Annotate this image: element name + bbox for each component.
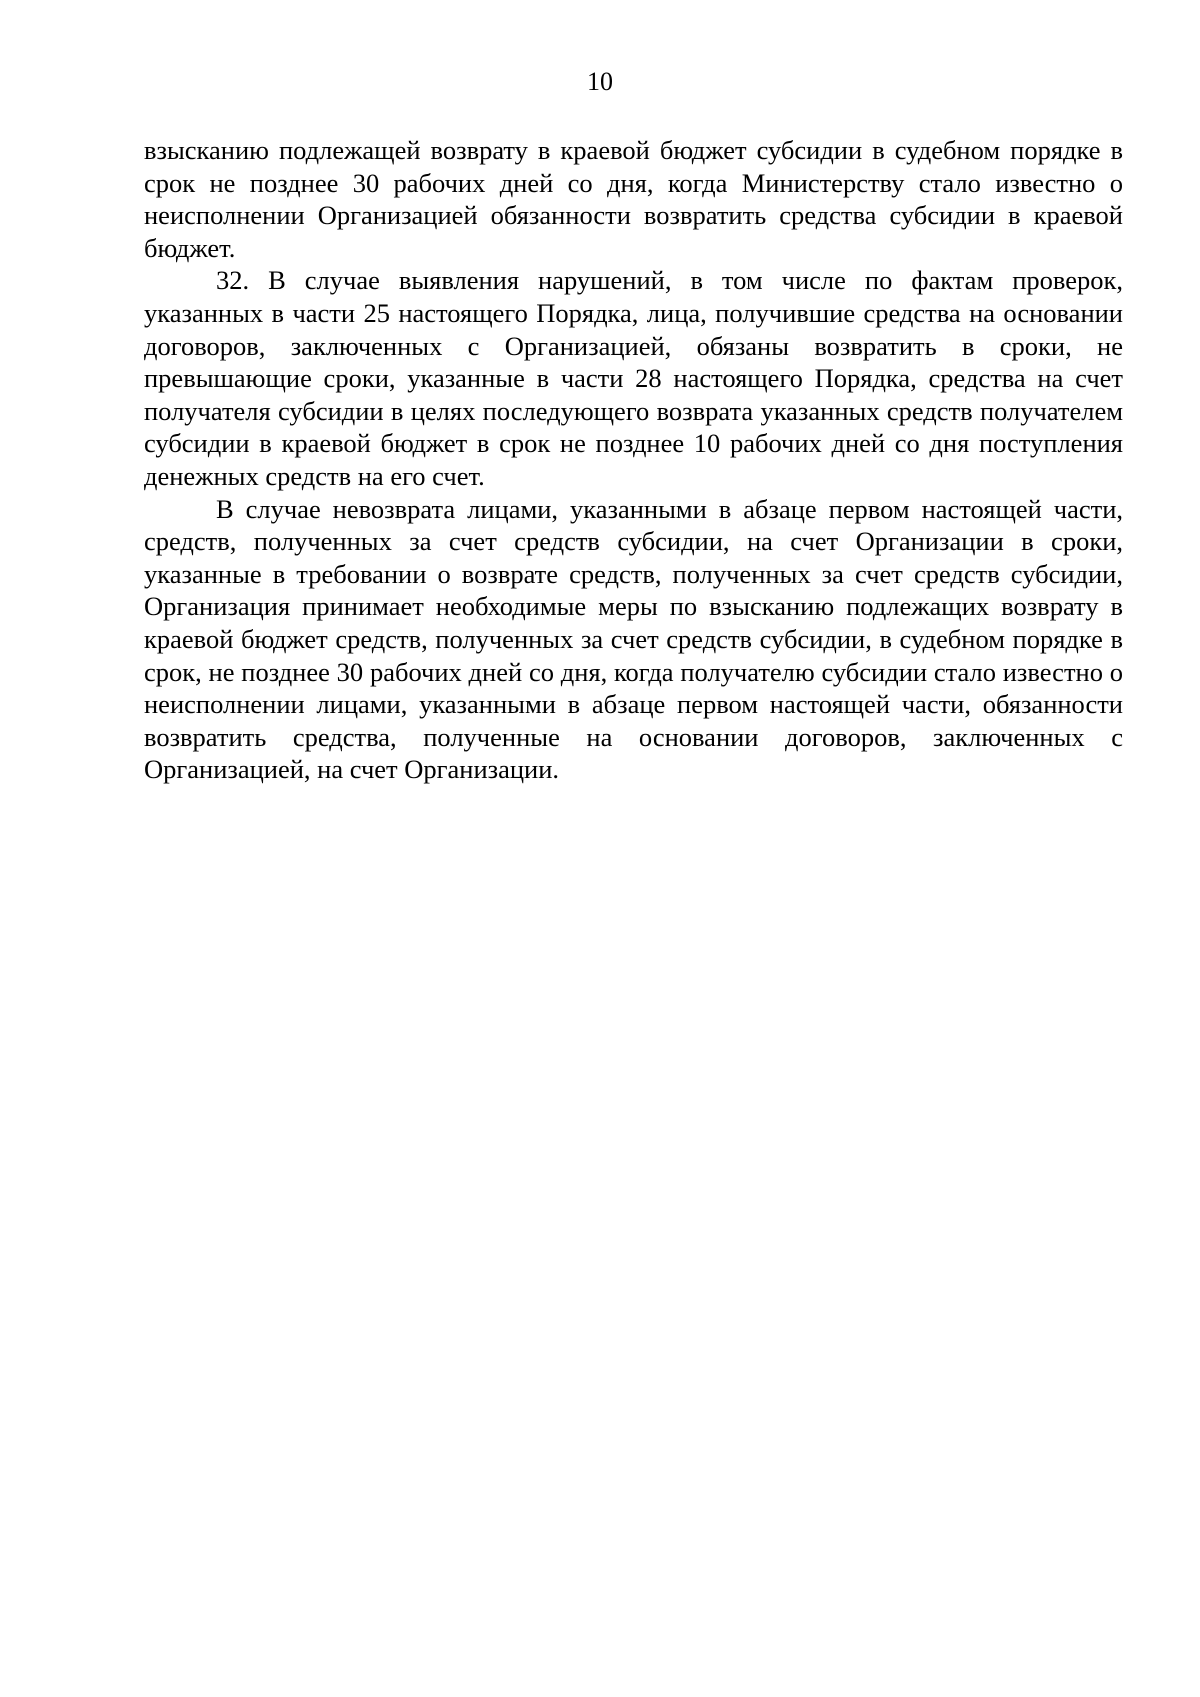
document-body (144, 134, 1123, 786)
paragraph-continuation: взысканию подлежащей возврату в краевой бюджет субсидии в судебном порядке в срок не позднее 30 рабочих дней со дня, когда Министерству стало известно о неисполнении Организацией обязанности возвратить средства субсидии в краевой бюджет. (144, 135, 1123, 263)
paragraph-section-32: 32. В случае выявления нарушений, в том числе по фактам проверок, указанных в части 25 настоящего Порядка, лица, получившие средства на основании договоров, заключенных с Организацией, обязаны возвратить в сроки, не превышающие сроки, указанные в части 28 настоящего Порядка, средства на счет получателя субсидии в целях последующего возврата указанных средств получателем субсидии в краевой бюджет в срок не позднее 10 рабочих дней со дня поступления денежных средств на его счет. (144, 265, 1123, 491)
page-number: 10 (587, 67, 613, 96)
paragraph-non-return-case: В случае невозврата лицами, указанными в абзаце первом настоящей части, средств, полученных за счет средств субсидии, на счет Организации в сроки, указанные в требовании о возврате средств, полученных за счет средств субсидии, Организация принимает необходимые меры по взысканию подлежащих возврату в краевой бюджет средств, полученных за счет средств субсидии, в судебном порядке в срок, не позднее 30 рабочих дней со дня, когда получателю субсидии стало известно о неисполнении лицами, указанными в абзаце первом настоящей части, обязанности возвратить средства, полученные на основании договоров, заключенных с Организацией, на счет Организации. (144, 493, 1123, 785)
